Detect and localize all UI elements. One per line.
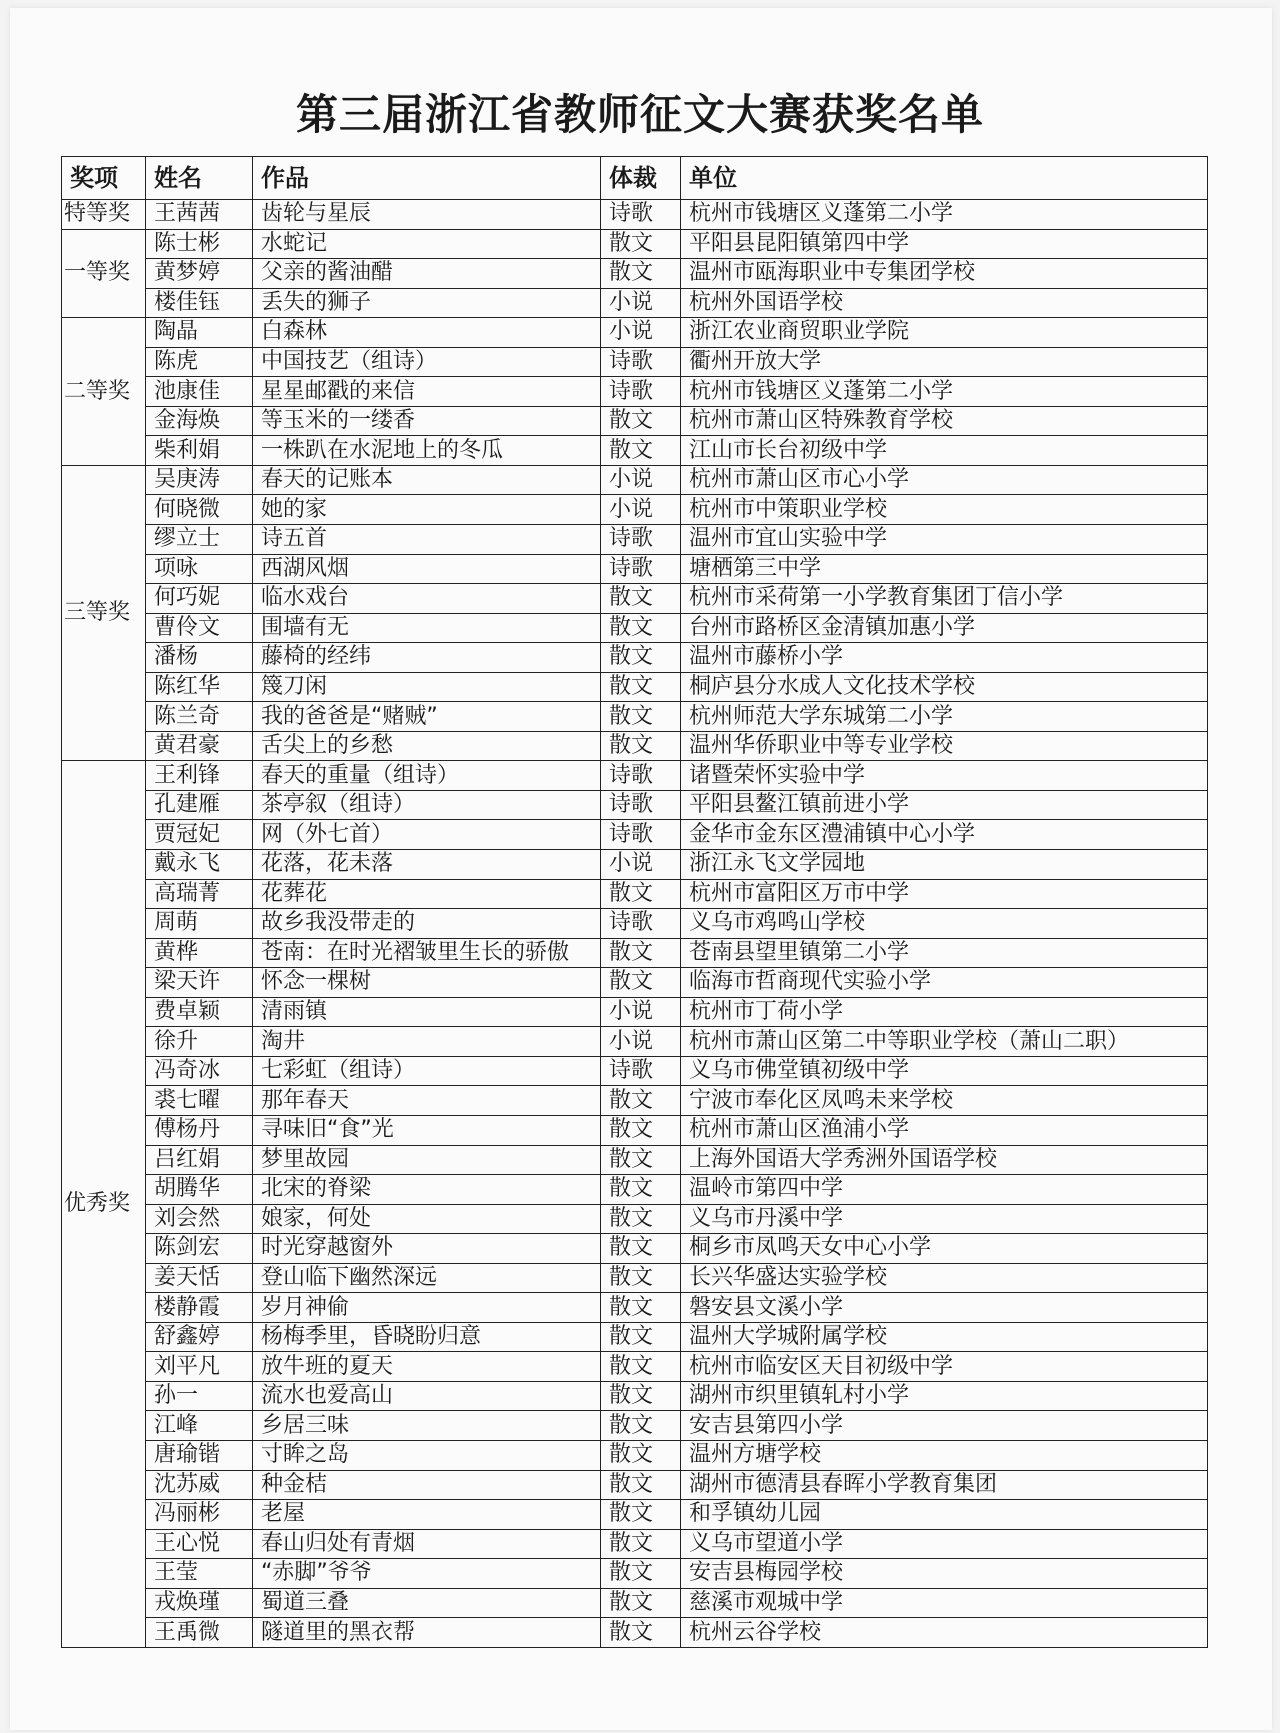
genre-cell: 散文 [601, 229, 681, 259]
work-cell: “赤脚”爷爷 [253, 1559, 601, 1589]
genre-cell: 诗歌 [601, 347, 681, 377]
genre-cell: 诗歌 [601, 525, 681, 555]
work-cell: 七彩虹（组诗） [253, 1056, 601, 1086]
genre-cell: 散文 [601, 643, 681, 673]
genre-cell: 诗歌 [601, 761, 681, 791]
genre-cell: 诗歌 [601, 200, 681, 230]
name-cell: 舒鑫婷 [146, 1322, 253, 1352]
name-cell: 冯奇冰 [146, 1056, 253, 1086]
table-row [62, 1588, 1208, 1618]
table-row [62, 643, 1208, 673]
name-cell: 金海焕 [146, 406, 253, 436]
genre-cell: 诗歌 [601, 1056, 681, 1086]
unit-cell: 平阳县昆阳镇第四中学 [681, 229, 1208, 259]
name-cell: 费卓颖 [146, 997, 253, 1027]
table-row [62, 850, 1208, 880]
table-row [62, 938, 1208, 968]
table-row [62, 1086, 1208, 1116]
unit-cell: 温州市宜山实验中学 [681, 525, 1208, 555]
work-cell: 娘家，何处 [253, 1204, 601, 1234]
genre-cell: 散文 [601, 938, 681, 968]
unit-cell: 桐庐县分水成人文化技术学校 [681, 672, 1208, 702]
name-cell: 项咏 [146, 554, 253, 584]
name-cell: 裘七曜 [146, 1086, 253, 1116]
name-cell: 王茜茜 [146, 200, 253, 230]
work-cell: 隧道里的黑衣帮 [253, 1618, 601, 1648]
unit-cell: 诸暨荣怀实验中学 [681, 761, 1208, 791]
name-cell: 黄桦 [146, 938, 253, 968]
genre-cell: 小说 [601, 318, 681, 348]
name-cell: 贾冠妃 [146, 820, 253, 850]
unit-cell: 温州市藤桥小学 [681, 643, 1208, 673]
table-row [62, 1204, 1208, 1234]
name-cell: 刘平凡 [146, 1352, 253, 1382]
table-row [62, 1529, 1208, 1559]
work-cell: 时光穿越窗外 [253, 1234, 601, 1264]
genre-cell: 散文 [601, 731, 681, 761]
genre-cell: 散文 [601, 584, 681, 614]
genre-cell: 散文 [601, 1381, 681, 1411]
work-cell: 围墙有无 [253, 613, 601, 643]
table-row [62, 1470, 1208, 1500]
unit-cell: 宁波市奉化区凤鸣未来学校 [681, 1086, 1208, 1116]
name-cell: 胡腾华 [146, 1175, 253, 1205]
work-cell: 齿轮与星辰 [253, 200, 601, 230]
genre-cell: 散文 [601, 613, 681, 643]
name-cell: 陈虎 [146, 347, 253, 377]
work-cell: 那年春天 [253, 1086, 601, 1116]
work-cell: 中国技艺（组诗） [253, 347, 601, 377]
unit-cell: 和孚镇幼儿园 [681, 1500, 1208, 1530]
name-cell: 陈士彬 [146, 229, 253, 259]
table-row [62, 525, 1208, 555]
name-cell: 徐升 [146, 1027, 253, 1057]
table-row [62, 879, 1208, 909]
table-row [62, 347, 1208, 377]
unit-cell: 杭州外国语学校 [681, 288, 1208, 318]
unit-cell: 上海外国语大学秀洲外国语学校 [681, 1145, 1208, 1175]
name-cell: 楼静霞 [146, 1293, 253, 1323]
table-row [62, 1263, 1208, 1293]
genre-cell: 散文 [601, 1500, 681, 1530]
page-title: 第三届浙江省教师征文大赛获奖名单 [295, 90, 984, 139]
work-cell: 水蛇记 [253, 229, 601, 259]
table-row [62, 259, 1208, 289]
unit-cell: 平阳县鳌江镇前进小学 [681, 790, 1208, 820]
unit-cell: 杭州市中策职业学校 [681, 495, 1208, 525]
genre-cell: 散文 [601, 702, 681, 732]
header-unit: 单位 [681, 157, 1208, 200]
work-cell: 放牛班的夏天 [253, 1352, 601, 1382]
award-level-cell: 特等奖 [62, 200, 146, 230]
table-row [62, 672, 1208, 702]
genre-cell: 散文 [601, 1263, 681, 1293]
name-cell: 何巧妮 [146, 584, 253, 614]
genre-cell: 诗歌 [601, 909, 681, 939]
unit-cell: 温州方塘学校 [681, 1440, 1208, 1470]
name-cell: 王禹微 [146, 1618, 253, 1648]
unit-cell: 塘栖第三中学 [681, 554, 1208, 584]
unit-cell: 温岭市第四中学 [681, 1175, 1208, 1205]
work-cell: 舌尖上的乡愁 [253, 731, 601, 761]
unit-cell: 义乌市丹溪中学 [681, 1204, 1208, 1234]
work-cell: 苍南：在时光褶皱里生长的骄傲 [253, 938, 601, 968]
work-cell: 老屋 [253, 1500, 601, 1530]
unit-cell: 杭州市富阳区万市中学 [681, 879, 1208, 909]
work-cell: 等玉米的一缕香 [253, 406, 601, 436]
unit-cell: 杭州市萧山区特殊教育学校 [681, 406, 1208, 436]
work-cell: 茶亭叙（组诗） [253, 790, 601, 820]
work-cell: 流水也爱高山 [253, 1381, 601, 1411]
work-cell: 她的家 [253, 495, 601, 525]
genre-cell: 散文 [601, 1175, 681, 1205]
work-cell: 篾刀闲 [253, 672, 601, 702]
award-level-cell: 优秀奖 [62, 761, 146, 1647]
name-cell: 陶晶 [146, 318, 253, 348]
table-row [62, 288, 1208, 318]
unit-cell: 温州华侨职业中等专业学校 [681, 731, 1208, 761]
unit-cell: 磐安县文溪小学 [681, 1293, 1208, 1323]
work-cell: 父亲的酱油醋 [253, 259, 601, 289]
work-cell: 网（外七首） [253, 820, 601, 850]
unit-cell: 杭州云谷学校 [681, 1618, 1208, 1648]
unit-cell: 杭州市钱塘区义蓬第二小学 [681, 377, 1208, 407]
name-cell: 周萌 [146, 909, 253, 939]
unit-cell: 义乌市鸡鸣山学校 [681, 909, 1208, 939]
work-cell: 蜀道三叠 [253, 1588, 601, 1618]
unit-cell: 杭州市萧山区第二中等职业学校（萧山二职） [681, 1027, 1208, 1057]
work-cell: 登山临下幽然深远 [253, 1263, 601, 1293]
unit-cell: 慈溪市观城中学 [681, 1588, 1208, 1618]
name-cell: 傅杨丹 [146, 1115, 253, 1145]
table-row [62, 790, 1208, 820]
table-row [62, 554, 1208, 584]
table-row [62, 1559, 1208, 1589]
name-cell: 江峰 [146, 1411, 253, 1441]
unit-cell: 临海市哲商现代实验小学 [681, 968, 1208, 998]
table-row [62, 495, 1208, 525]
name-cell: 孙一 [146, 1381, 253, 1411]
genre-cell: 诗歌 [601, 554, 681, 584]
genre-cell: 小说 [601, 288, 681, 318]
name-cell: 戴永飞 [146, 850, 253, 880]
awards-table [61, 156, 1208, 1648]
table-row [62, 377, 1208, 407]
table-row [62, 968, 1208, 998]
work-cell: 淘井 [253, 1027, 601, 1057]
work-cell: 故乡我没带走的 [253, 909, 601, 939]
unit-cell: 杭州市采荷第一小学教育集团丁信小学 [681, 584, 1208, 614]
genre-cell: 散文 [601, 1440, 681, 1470]
genre-cell: 散文 [601, 1529, 681, 1559]
table-row [62, 406, 1208, 436]
work-cell: 清雨镇 [253, 997, 601, 1027]
unit-cell: 苍南县望里镇第二小学 [681, 938, 1208, 968]
genre-cell: 小说 [601, 1027, 681, 1057]
work-cell: 春天的记账本 [253, 465, 601, 495]
work-cell: 岁月神偷 [253, 1293, 601, 1323]
header-award-level: 奖项 [62, 157, 146, 200]
table-row [62, 1027, 1208, 1057]
genre-cell: 散文 [601, 1204, 681, 1234]
table-header-row [62, 157, 1208, 200]
table-row [62, 1500, 1208, 1530]
table-row [62, 997, 1208, 1027]
table-row [62, 702, 1208, 732]
unit-cell: 杭州师范大学东城第二小学 [681, 702, 1208, 732]
genre-cell: 诗歌 [601, 790, 681, 820]
header-work: 作品 [253, 157, 601, 200]
unit-cell: 杭州市丁荷小学 [681, 997, 1208, 1027]
name-cell: 冯丽彬 [146, 1500, 253, 1530]
name-cell: 沈苏威 [146, 1470, 253, 1500]
table-row [62, 318, 1208, 348]
name-cell: 姜天恬 [146, 1263, 253, 1293]
name-cell: 梁天许 [146, 968, 253, 998]
work-cell: 星星邮戳的来信 [253, 377, 601, 407]
table-row [62, 1115, 1208, 1145]
genre-cell: 散文 [601, 1293, 681, 1323]
name-cell: 曹伶文 [146, 613, 253, 643]
table-row [62, 820, 1208, 850]
name-cell: 孔建雁 [146, 790, 253, 820]
work-cell: 怀念一棵树 [253, 968, 601, 998]
unit-cell: 杭州市临安区天目初级中学 [681, 1352, 1208, 1382]
name-cell: 王利锋 [146, 761, 253, 791]
work-cell: 杨梅季里，昏晓盼归意 [253, 1322, 601, 1352]
unit-cell: 长兴华盛达实验学校 [681, 1263, 1208, 1293]
name-cell: 池康佳 [146, 377, 253, 407]
genre-cell: 散文 [601, 1234, 681, 1264]
genre-cell: 小说 [601, 495, 681, 525]
unit-cell: 衢州开放大学 [681, 347, 1208, 377]
unit-cell: 安吉县梅园学校 [681, 1559, 1208, 1589]
genre-cell: 散文 [601, 968, 681, 998]
table-row [62, 1322, 1208, 1352]
genre-cell: 散文 [601, 1145, 681, 1175]
genre-cell: 诗歌 [601, 820, 681, 850]
table-row [62, 761, 1208, 791]
unit-cell: 温州市瓯海职业中专集团学校 [681, 259, 1208, 289]
unit-cell: 湖州市德清县春晖小学教育集团 [681, 1470, 1208, 1500]
genre-cell: 散文 [601, 1470, 681, 1500]
award-level-cell: 二等奖 [62, 318, 146, 466]
genre-cell: 散文 [601, 879, 681, 909]
genre-cell: 散文 [601, 1411, 681, 1441]
table-row [62, 1381, 1208, 1411]
work-cell: 丢失的狮子 [253, 288, 601, 318]
table-row [62, 731, 1208, 761]
header-genre: 体裁 [601, 157, 681, 200]
table-row [62, 436, 1208, 466]
name-cell: 吴庚涛 [146, 465, 253, 495]
work-cell: 西湖风烟 [253, 554, 601, 584]
name-cell: 高瑞菁 [146, 879, 253, 909]
name-cell: 唐瑜锴 [146, 1440, 253, 1470]
work-cell: 一株趴在水泥地上的冬瓜 [253, 436, 601, 466]
name-cell: 陈剑宏 [146, 1234, 253, 1264]
table-row [62, 1145, 1208, 1175]
table-row [62, 1056, 1208, 1086]
table-row [62, 200, 1208, 230]
table-row [62, 1411, 1208, 1441]
table-row [62, 465, 1208, 495]
genre-cell: 小说 [601, 997, 681, 1027]
unit-cell: 杭州市萧山区渔浦小学 [681, 1115, 1208, 1145]
unit-cell: 台州市路桥区金清镇加惠小学 [681, 613, 1208, 643]
name-cell: 黄梦婷 [146, 259, 253, 289]
name-cell: 黄君豪 [146, 731, 253, 761]
work-cell: 花落，花未落 [253, 850, 601, 880]
work-cell: 乡居三味 [253, 1411, 601, 1441]
unit-cell: 浙江农业商贸职业学院 [681, 318, 1208, 348]
genre-cell: 诗歌 [601, 377, 681, 407]
work-cell: 北宋的脊梁 [253, 1175, 601, 1205]
work-cell: 诗五首 [253, 525, 601, 555]
work-cell: 白森林 [253, 318, 601, 348]
name-cell: 王莹 [146, 1559, 253, 1589]
unit-cell: 义乌市望道小学 [681, 1529, 1208, 1559]
unit-cell: 温州大学城附属学校 [681, 1322, 1208, 1352]
work-cell: 寻味旧“食”光 [253, 1115, 601, 1145]
table-row [62, 1293, 1208, 1323]
name-cell: 潘杨 [146, 643, 253, 673]
table-row [62, 613, 1208, 643]
work-cell: 寸眸之岛 [253, 1440, 601, 1470]
work-cell: 花葬花 [253, 879, 601, 909]
unit-cell: 湖州市织里镇轧村小学 [681, 1381, 1208, 1411]
name-cell: 陈兰奇 [146, 702, 253, 732]
genre-cell: 散文 [601, 1559, 681, 1589]
genre-cell: 散文 [601, 1115, 681, 1145]
genre-cell: 散文 [601, 1086, 681, 1116]
award-level-cell: 三等奖 [62, 465, 146, 760]
genre-cell: 散文 [601, 259, 681, 289]
name-cell: 王心悦 [146, 1529, 253, 1559]
header-name: 姓名 [146, 157, 253, 200]
unit-cell: 桐乡市凤鸣天女中心小学 [681, 1234, 1208, 1264]
genre-cell: 散文 [601, 436, 681, 466]
unit-cell: 江山市长台初级中学 [681, 436, 1208, 466]
table-row [62, 1234, 1208, 1264]
work-cell: 临水戏台 [253, 584, 601, 614]
name-cell: 吕红娟 [146, 1145, 253, 1175]
name-cell: 陈红华 [146, 672, 253, 702]
name-cell: 楼佳钰 [146, 288, 253, 318]
work-cell: 梦里故园 [253, 1145, 601, 1175]
work-cell: 藤椅的经纬 [253, 643, 601, 673]
name-cell: 缪立士 [146, 525, 253, 555]
table-row [62, 1440, 1208, 1470]
unit-cell: 金华市金东区澧浦镇中心小学 [681, 820, 1208, 850]
unit-cell: 义乌市佛堂镇初级中学 [681, 1056, 1208, 1086]
work-cell: 我的爸爸是“赌贼” [253, 702, 601, 732]
genre-cell: 小说 [601, 465, 681, 495]
genre-cell: 散文 [601, 406, 681, 436]
table-row [62, 584, 1208, 614]
unit-cell: 杭州市钱塘区义蓬第二小学 [681, 200, 1208, 230]
table-row [62, 1352, 1208, 1382]
genre-cell: 散文 [601, 1322, 681, 1352]
genre-cell: 散文 [601, 1588, 681, 1618]
genre-cell: 散文 [601, 1352, 681, 1382]
genre-cell: 散文 [601, 672, 681, 702]
table-row [62, 229, 1208, 259]
unit-cell: 浙江永飞文学园地 [681, 850, 1208, 880]
work-cell: 种金桔 [253, 1470, 601, 1500]
unit-cell: 杭州市萧山区市心小学 [681, 465, 1208, 495]
name-cell: 刘会然 [146, 1204, 253, 1234]
genre-cell: 小说 [601, 850, 681, 880]
table-row [62, 1618, 1208, 1648]
name-cell: 戎焕瑾 [146, 1588, 253, 1618]
name-cell: 柴利娟 [146, 436, 253, 466]
table-row [62, 909, 1208, 939]
work-cell: 春天的重量（组诗） [253, 761, 601, 791]
table-row [62, 1175, 1208, 1205]
genre-cell: 散文 [601, 1618, 681, 1648]
awards-table-body [62, 200, 1208, 1648]
name-cell: 何晓微 [146, 495, 253, 525]
award-level-cell: 一等奖 [62, 229, 146, 318]
work-cell: 春山归处有青烟 [253, 1529, 601, 1559]
unit-cell: 安吉县第四小学 [681, 1411, 1208, 1441]
